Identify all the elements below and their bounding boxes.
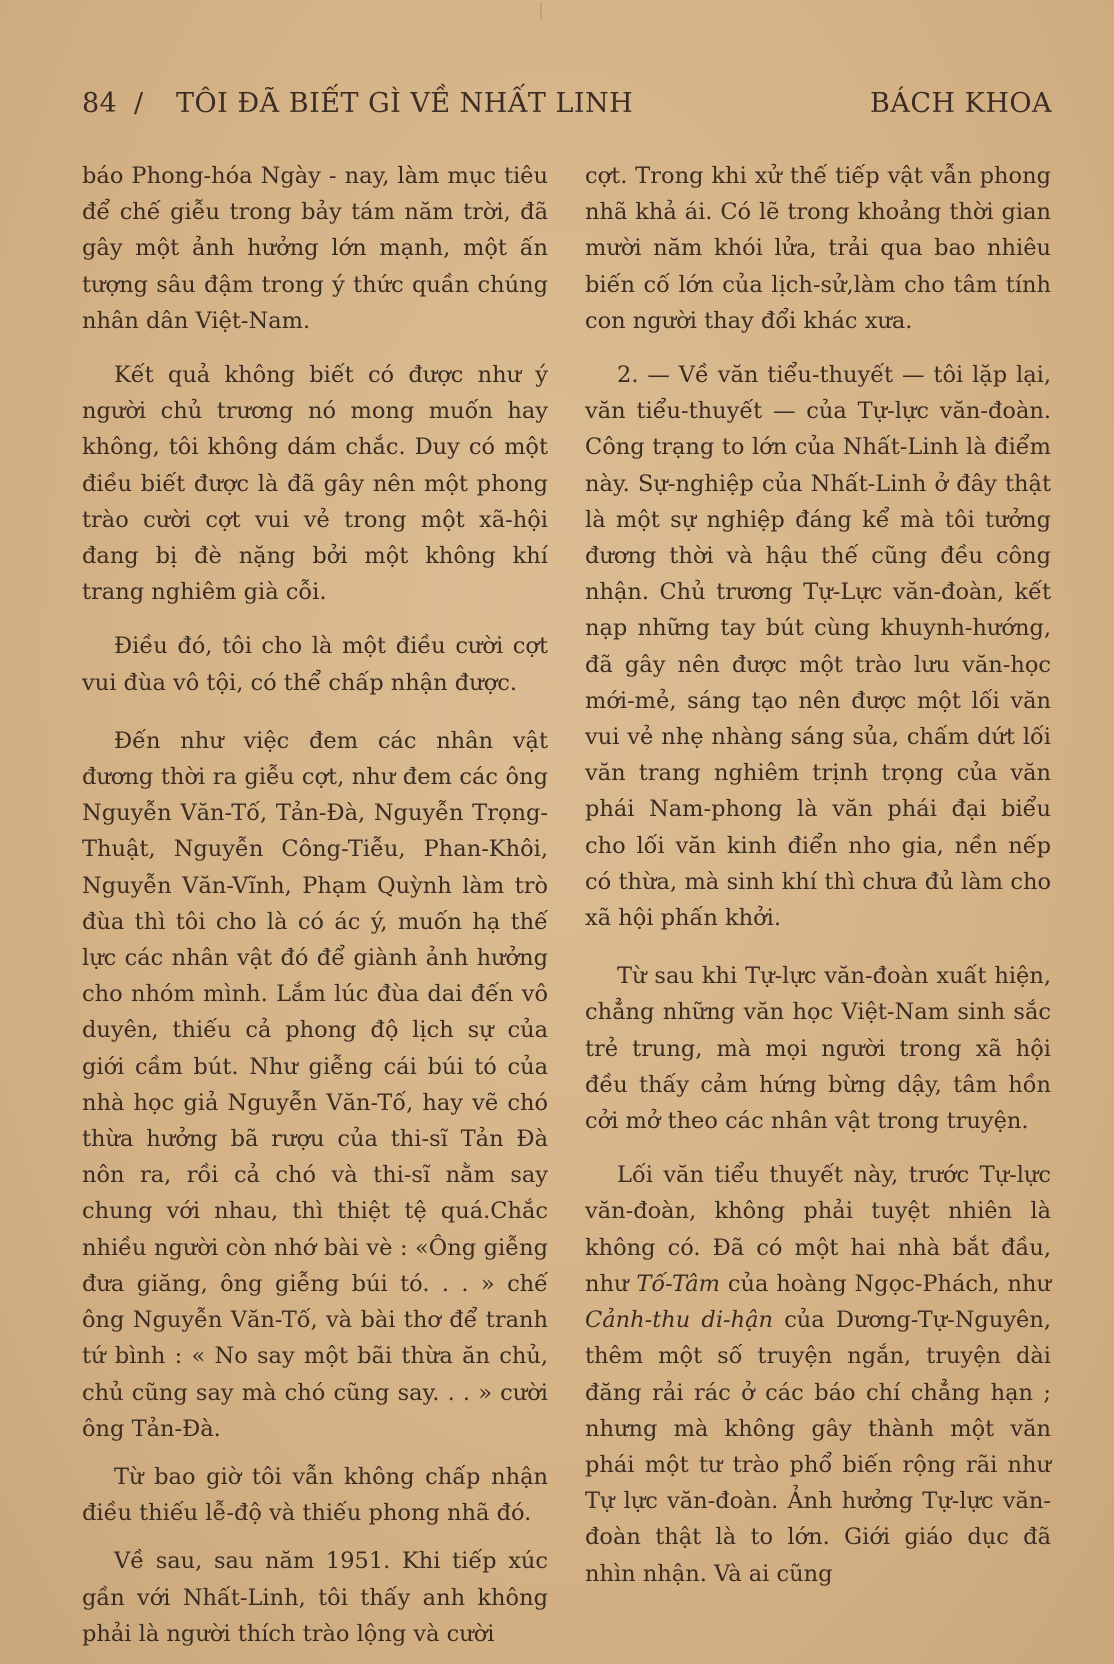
right-column — [585, 158, 1051, 1592]
paragraph: báo Phong-hóa Ngày - nay, làm mục tiêu để chế giễu trong bảy tám năm trời, đã gây một ảnh hưởng lớn mạnh, một ấn tượng sâu đậm trong ý thức quần chúng nhân dân Việt-Nam. — [82, 163, 548, 334]
paragraph: Đến như việc đem các nhân vật đương thời ra giễu cợt, như đem các ông Nguyễn Văn-Tố, Tản-Đà, Nguyễn Trọng-Thuật, Nguyễn Công-Tiễu, Phan-Khôi, Nguyễn Văn-Vĩnh, Phạm Quỳnh làm trò đùa thì tôi cho là có ác ý, muốn hạ thế lực các nhân vật đó để giành ảnh hưởng cho nhóm mình. Lắm lúc đùa dai đến vô duyên, thiếu cả phong độ lịch sự của giới cầm bút. Như giễng cái búi tó của nhà học giả Nguyễn Văn-Tố, hay vẽ chó thừa hưởng bã rượu của thi-sĩ Tản Đà nôn ra, rồi cả chó và thi-sĩ nằm say chung với nhau, thì thiệt tệ quá.Chắc nhiều người còn nhớ bài vè : «Ông giễng đưa giăng, ông giễng búi tó. . . » chế ông Nguyễn Văn-Tố, và bài thơ để tranh tứ bình : « No say một bãi thừa ăn chủ, chủ cũng say mà chó cũng say. . . » cười ông Tản-Đà. — [82, 727, 548, 1442]
book-title: Tố-Tâm — [636, 1270, 720, 1297]
paragraph: cợt. Trong khi xử thế tiếp vật vẫn phong nhã khả ái. Có lẽ trong khoảng thời gian mười năm khói lửa, trải qua bao nhiêu biến cố lớn của lịch-sử,làm cho tâm tính con người thay đổi khác xưa. — [585, 163, 1051, 334]
article-title: TÔI ĐÃ BIẾT GÌ VỀ NHẤT LINH — [176, 88, 634, 119]
magazine-name: BÁCH KHOA — [870, 88, 1052, 119]
paragraph: Từ sau khi Tự-lực văn-đoàn xuất hiện, chẳng những văn học Việt-Nam sinh sắc trẻ trung, mà mọi người trong xã hội đều thấy cảm hứng bừng dậy, tâm hồn cởi mở theo các nhân vật trong truyện. — [585, 963, 1051, 1135]
paragraph: 2. — Về văn tiểu-thuyết — tôi lặp lại, văn tiểu-thuyết — của Tự-lực văn-đoàn. Công trạng to lớn của Nhất-Linh là điểm này. Sự-nghiệp của Nhất-Linh ở đây thật là một sự nghiệp đáng kể mà tôi tưởng đương thời và hậu thế cũng đều công nhận. Chủ trương Tự-Lực văn-đoàn, kết nạp những tay bút cùng khuynh-hướng, đã gây nên được một trào lưu văn-học mới-mẻ, sáng tạo nên được một lối văn vui vẻ nhẹ nhàng sáng sủa, chấm dứt lối văn trang nghiêm trịnh trọng của văn phái Nam-phong là văn phái đại biểu cho lối văn kinh điển nho gia, nền nếp có thừa, mà sinh khí thì chưa đủ làm cho xã hội phấn khởi. — [585, 362, 1051, 932]
paragraph: Kết quả không biết có được như ý người chủ trương nó mong muốn hay không, tôi không dám chắc. Duy có một điều biết được là đã gây nên một phong trào cười cợt vui vẻ trong một xã-hội đang bị đè nặng bởi một không khí trang nghiêm già cỗi. — [82, 362, 548, 606]
page-number: 84 — [82, 88, 118, 119]
paragraph: Về sau, sau năm 1951. Khi tiếp xúc gần với Nhất-Linh, tôi thấy anh không phải là người thích trào lộng và cười — [82, 1548, 548, 1647]
text-run: của hoàng Ngọc-Phách, như — [719, 1270, 1051, 1297]
text-run: của Dương-Tự-Nguyên, thêm một số truyện ngắn, truyện dài đăng rải rác ở các báo chí chẳng hạn ; nhưng mà không gây thành một văn phái một tư trào phổ biến rộng rãi như Tự lực văn-đoàn. Ảnh hưởng Tự-lực văn-đoàn thật là to lớn. Giới giáo dục đã nhìn nhận. Và ai cũng — [585, 1307, 1051, 1587]
page-mark — [540, 2, 542, 20]
running-header — [82, 88, 1052, 128]
paragraph — [585, 1157, 1051, 1591]
left-column — [82, 158, 548, 1652]
book-title: Cảnh-thu di-hận — [585, 1307, 774, 1334]
paragraph: Điều đó, tôi cho là một điều cười cợt vui đùa vô tội, có thể chấp nhận được. — [82, 633, 548, 696]
paragraph: Từ bao giờ tôi vẫn không chấp nhận điều thiếu lễ-độ và thiếu phong nhã đó. — [82, 1463, 548, 1527]
header-separator: / — [134, 88, 144, 119]
text-run: Lối văn tiểu thuyết này, trước Tự-lực văn-đoàn, không phải tuyệt nhiên là không có. Đã có một hai nhà bắt đầu, như — [585, 1162, 1051, 1297]
